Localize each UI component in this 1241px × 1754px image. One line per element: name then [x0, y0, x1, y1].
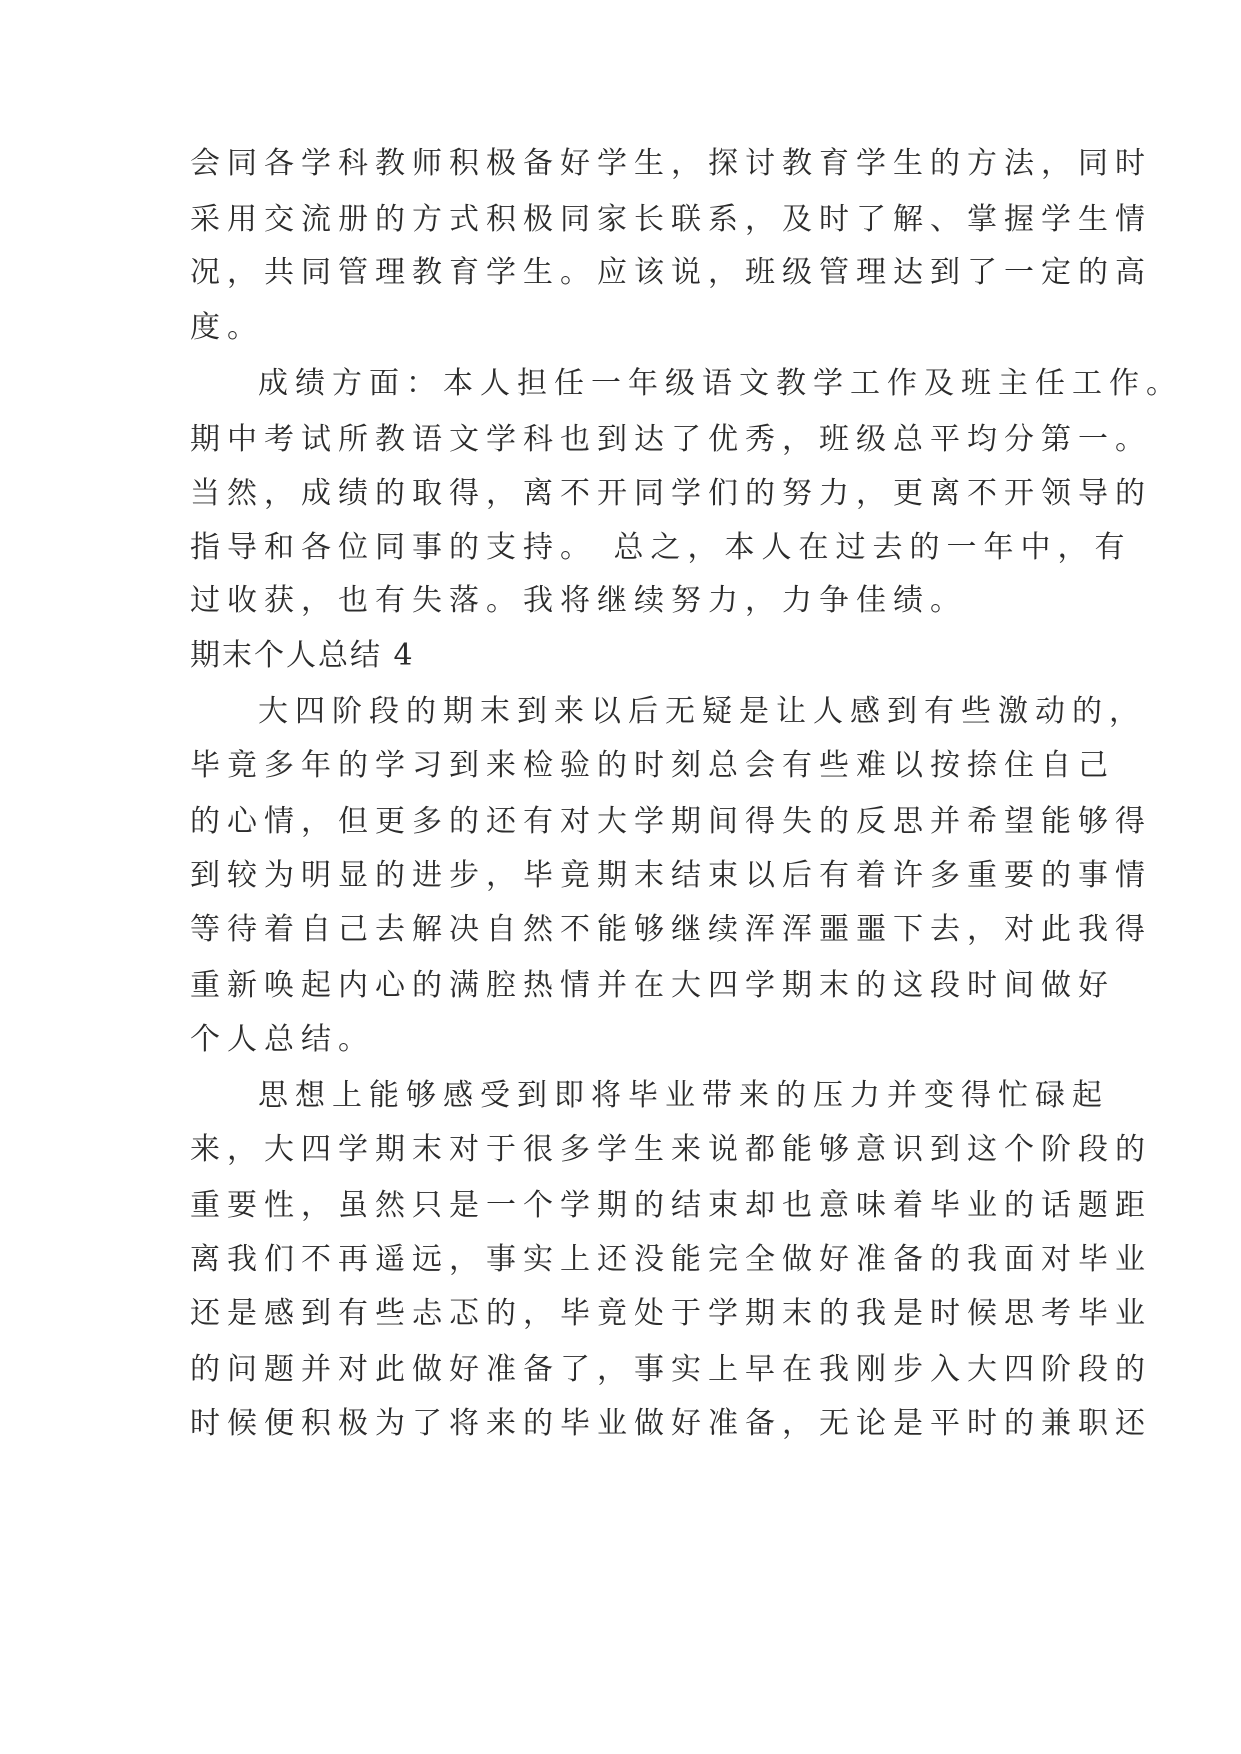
text-line: 会同各学科教师积极备好学生，探讨教育学生的方法，同时 — [190, 146, 1152, 181]
text-line: 的问题并对此做好准备了，事实上早在我刚步入大四阶段的 — [190, 1352, 1152, 1387]
text-line: 时候便积极为了将来的毕业做好准备，无论是平时的兼职还 — [190, 1406, 1152, 1441]
text-line: 到较为明显的进步，毕竟期末结束以后有着许多重要的事情 — [190, 858, 1152, 893]
text-line: 指导和各位同事的支持。 总之，本人在过去的一年中，有 — [190, 530, 1132, 565]
text-line: 成绩方面：本人担任一年级语文教学工作及班主任工作。 — [258, 366, 1183, 401]
text-line: 来，大四学期末对于很多学生来说都能够意识到这个阶段的 — [190, 1132, 1152, 1167]
text-line: 思想上能够感受到即将毕业带来的压力并变得忙碌起 — [258, 1078, 1109, 1113]
text-line: 重新唤起内心的满腔热情并在大四学期末的这段时间做好 — [190, 968, 1115, 1003]
text-line: 个人总结。 — [190, 1022, 375, 1057]
text-line: 当然，成绩的取得，离不开同学们的努力，更离不开领导的 — [190, 476, 1152, 511]
text-line: 采用交流册的方式积极同家长联系，及时了解、掌握学生情 — [190, 202, 1152, 237]
text-line: 大四阶段的期末到来以后无疑是让人感到有些激动的， — [258, 694, 1146, 729]
text-line: 度。 — [190, 310, 264, 345]
text-line: 重要性，虽然只是一个学期的结束却也意味着毕业的话题距 — [190, 1188, 1152, 1223]
text-line: 的心情，但更多的还有对大学期间得失的反思并希望能够得 — [190, 804, 1152, 839]
section-heading: 期末个人总结 4 — [190, 638, 415, 673]
text-line: 等待着自己去解决自然不能够继续浑浑噩噩下去，对此我得 — [190, 912, 1152, 947]
text-line: 毕竟多年的学习到来检验的时刻总会有些难以按捺住自己 — [190, 748, 1115, 783]
text-line: 况，共同管理教育学生。应该说，班级管理达到了一定的高 — [190, 255, 1152, 290]
text-line: 过收获，也有失落。我将继续努力，力争佳绩。 — [190, 583, 967, 618]
text-line: 还是感到有些忐忑的，毕竟处于学期末的我是时候思考毕业 — [190, 1296, 1152, 1331]
text-line: 期中考试所教语文学科也到达了优秀，班级总平均分第一。 — [190, 422, 1152, 457]
text-line: 离我们不再遥远，事实上还没能完全做好准备的我面对毕业 — [190, 1242, 1152, 1277]
